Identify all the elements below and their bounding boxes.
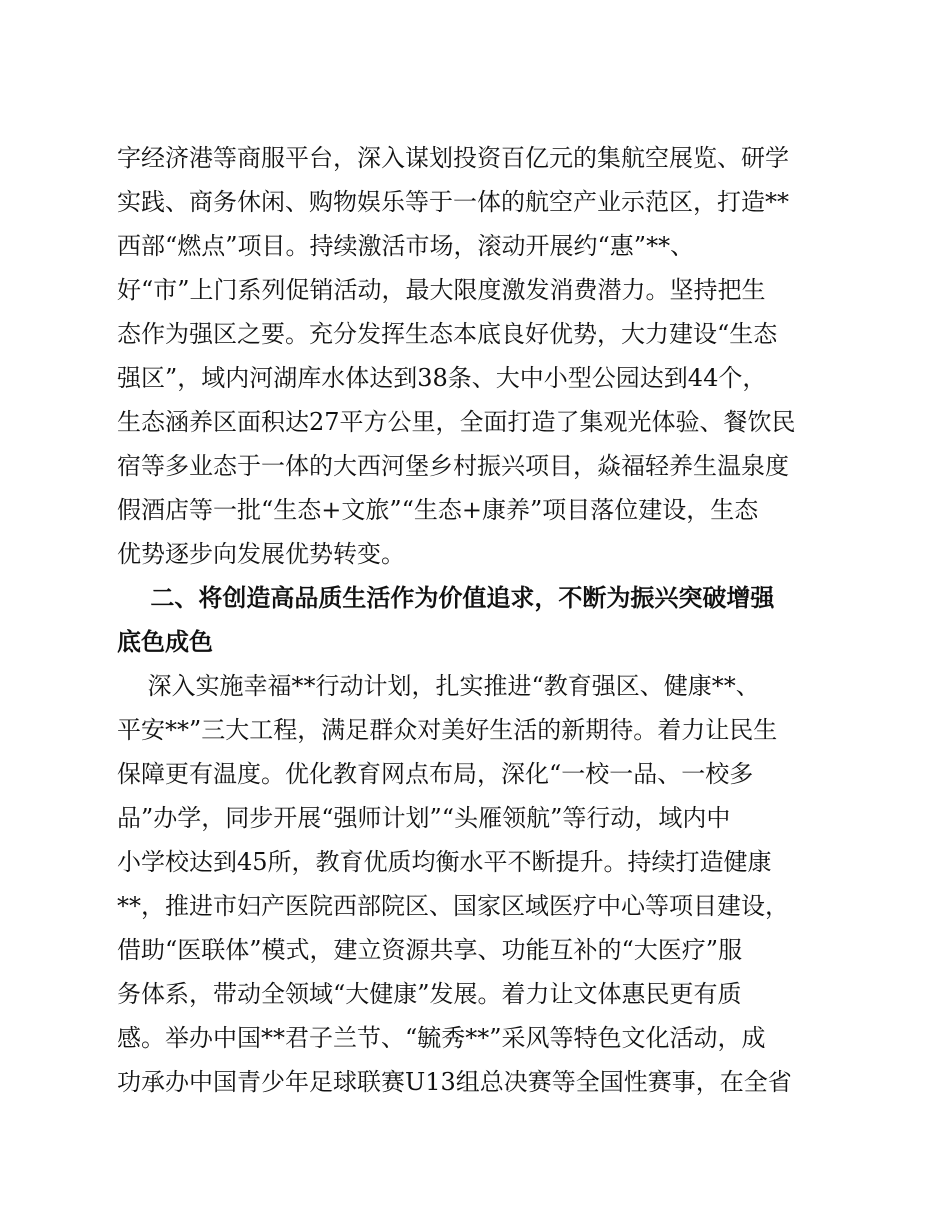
paragraph-1-line: 优势逐步向发展优势转变。: [117, 540, 405, 568]
paragraph-2-line: 平安**”三大工程，满足群众对美好生活的新期待。着力让民生: [117, 716, 778, 744]
section-heading-line: 二、将创造高品质生活作为价值追求，不断为振兴突破增强: [117, 584, 775, 612]
paragraph-2-line: 务体系，带动全领域“大健康”发展。着力让文体惠民更有质: [117, 980, 742, 1008]
paragraph-2-line: 深入实施幸福**行动计划，扎实推进“教育强区、健康**、: [117, 672, 760, 700]
paragraph-1-line: 好“市”上门系列促销活动，最大限度激发消费潜力。坚持把生: [117, 276, 766, 304]
paragraph-1-line: 强区”，域内河湖库水体达到38条、大中小型公园达到44个，: [117, 364, 767, 392]
paragraph-1-line: 态作为强区之要。充分发挥生态本底良好优势，大力建设“生态: [117, 320, 778, 348]
paragraph-1-line: 西部“燃点”项目。持续激活市场，滚动开展约“惠”**、: [117, 232, 695, 260]
section-heading-line: 底色成色: [117, 628, 213, 656]
paragraph-1-line: 宿等多业态于一体的大西河堡乡村振兴项目，焱福轻养生温泉度: [117, 452, 789, 480]
paragraph-2-line: 感。举办中国**君子兰节、“毓秀**”采风等特色文化活动，成: [117, 1024, 766, 1052]
paragraph-2-line: **，推进市妇产医院西部院区、国家区域医疗中心等项目建设，: [117, 892, 789, 920]
paragraph-1-line: 假酒店等一批“生态+文旅”“生态+康养”项目落位建设，生态: [117, 496, 759, 524]
paragraph-2-line: 保障更有温度。优化教育网点布局，深化“一校一品、一校多: [117, 760, 754, 788]
paragraph-2-line: 功承办中国青少年足球联赛U13组总决赛等全国性赛事，在全省: [117, 1068, 792, 1096]
paragraph-1-line: 生态涵养区面积达27平方公里，全面打造了集观光体验、餐饮民: [117, 408, 796, 436]
paragraph-1-line: 字经济港等商服平台，深入谋划投资百亿元的集航空展览、研学: [117, 144, 789, 172]
paragraph-2-line: 小学校达到45所，教育优质均衡水平不断提升。持续打造健康: [117, 848, 772, 876]
paragraph-2-line: 借助“医联体”模式，建立资源共享、功能互补的“大医疗”服: [117, 936, 743, 964]
paragraph-1-line: 实践、商务休闲、购物娱乐等于一体的航空产业示范区，打造**: [117, 188, 789, 216]
document-body: [117, 0, 817, 1096]
paragraph-2-line: 品”办学，同步开展“强师计划”“头雁领航”等行动，域内中: [117, 804, 731, 832]
